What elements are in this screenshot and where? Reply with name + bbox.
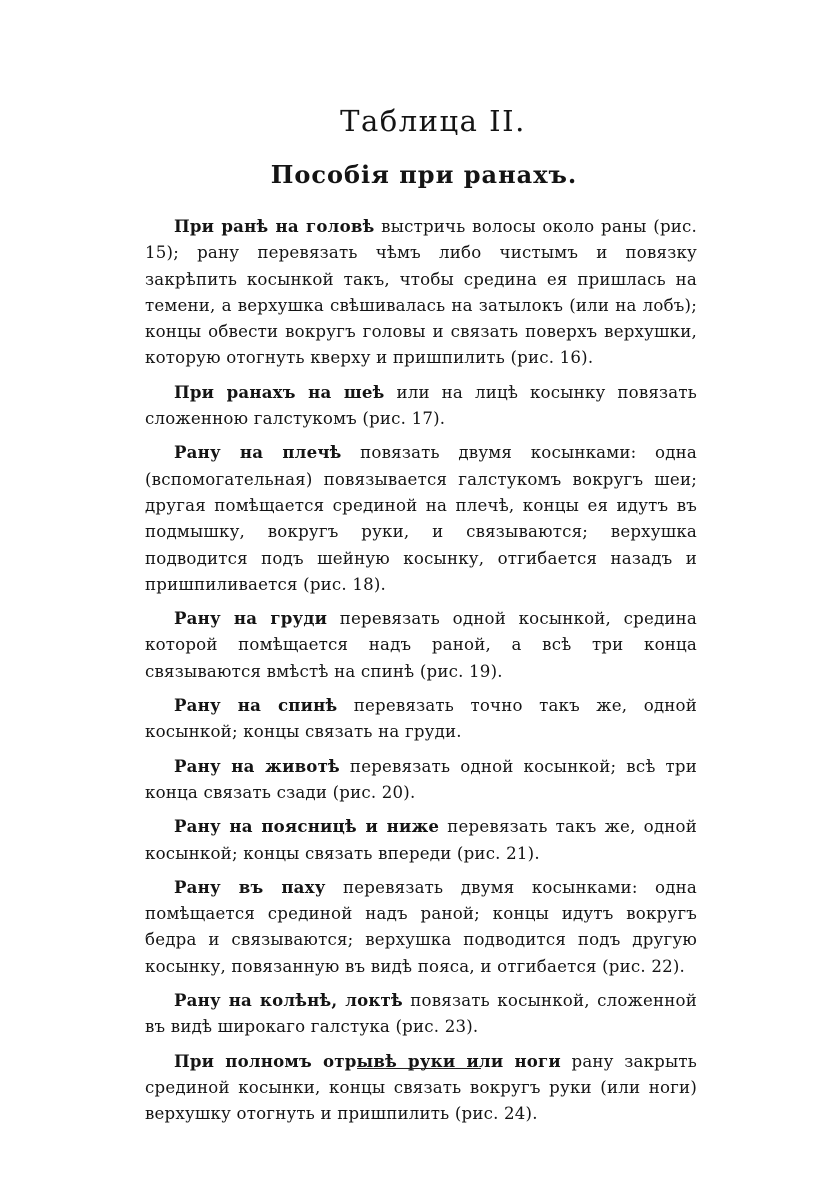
end-rule — [357, 1068, 481, 1069]
paragraph-lead: Рану въ паху — [174, 876, 326, 897]
paragraph-lead: Рану на плечѣ — [174, 442, 342, 463]
paragraph-lead: Рану на колѣнѣ, локтѣ — [174, 990, 403, 1011]
paragraph-groin-wound — [145, 874, 697, 980]
paragraph-lead: Рану на спинѣ — [174, 695, 338, 716]
paragraph-text: перевязать такъ же, одной косынкой; концы связать впереди (рис. 21). — [145, 817, 697, 863]
paragraph-text: повязать косынкой, сложенной въ видѣ широкаго галстука (рис. 23). — [145, 991, 698, 1037]
paragraph-lead: При ранахъ на шеѣ — [174, 381, 385, 402]
paragraph-text: перевязать точно такъ же, одной косынкой; концы связать на груди. — [145, 696, 698, 742]
text-body — [145, 213, 697, 1135]
paragraph-lead: При полномъ отрывѣ руки или ноги — [174, 1050, 561, 1071]
paragraph-lead: Рану на животѣ — [174, 755, 340, 776]
paragraph-text: перевязать одной косынкой; всѣ три конца связать сзади (рис. 20). — [145, 756, 697, 802]
page-subtitle: Пособія при ранахъ. — [270, 160, 578, 189]
paragraph-text: повязать двумя косынками: одна (вспомогательная) повязывается галстукомъ вокругъ шеи; другая помѣщается срединой на плечѣ, концы ея идутъ въ подмышку, вокругъ руки, и связываются; верхушка подводится подъ шейную косынку, отгибается назадъ и пришпиливается (рис. 18). — [145, 443, 698, 594]
paragraph-lead: Рану на поясницѣ и ниже — [174, 816, 440, 837]
page-title: Таблица II. — [340, 104, 526, 138]
paragraph-lead: Рану на груди — [174, 608, 328, 629]
paragraph-chest-wound — [145, 605, 697, 685]
paragraph-text: рану закрыть срединой косынки, концы связать вокругъ руки (или ноги) верхушку отогнуть и пришпилить (рис. 24). — [145, 1051, 697, 1124]
paragraph-shoulder-wound — [145, 439, 697, 598]
paragraph-head-wound — [145, 213, 697, 372]
paragraph-text: выстричь волосы около раны (рис. 15); рану перевязать чѣмъ либо чистымъ и повязку закрѣпить косынкой такъ, чтобы средина ея пришлась на темени, а верхушка свѣшивалась на затылокъ (или на лобъ); концы обвести вокругъ головы и связать поверхъ верхушки, которую отогнуть кверху и пришпилить (рис. 16). — [145, 217, 698, 368]
paragraph-text: перевязать одной косынкой, средина которой помѣщается надъ раной, а всѣ три конца связываются вмѣстѣ на спинѣ (рис. 19). — [145, 609, 697, 681]
paragraph-abdomen-wound — [145, 753, 697, 807]
paragraph-knee-elbow-wound — [145, 987, 697, 1041]
paragraph-lower-back-wound — [145, 813, 697, 867]
paragraph-text: перевязать двумя косынками: одна помѣщается срединой надъ раной; концы идутъ вокругъ бедра и связываются; верхушка подводится подъ другую косынку, повязанную въ видѣ пояса, и отгибается (рис. 22). — [145, 877, 698, 976]
paragraph-limb-loss — [145, 1048, 697, 1128]
paragraph-neck-wound — [145, 379, 697, 433]
paragraph-lead: При ранѣ на головѣ — [174, 216, 375, 236]
paragraph-back-wound — [145, 692, 697, 746]
paragraph-text: или на лицѣ косынку повязать сложенною галстукомъ (рис. 17). — [145, 382, 697, 429]
